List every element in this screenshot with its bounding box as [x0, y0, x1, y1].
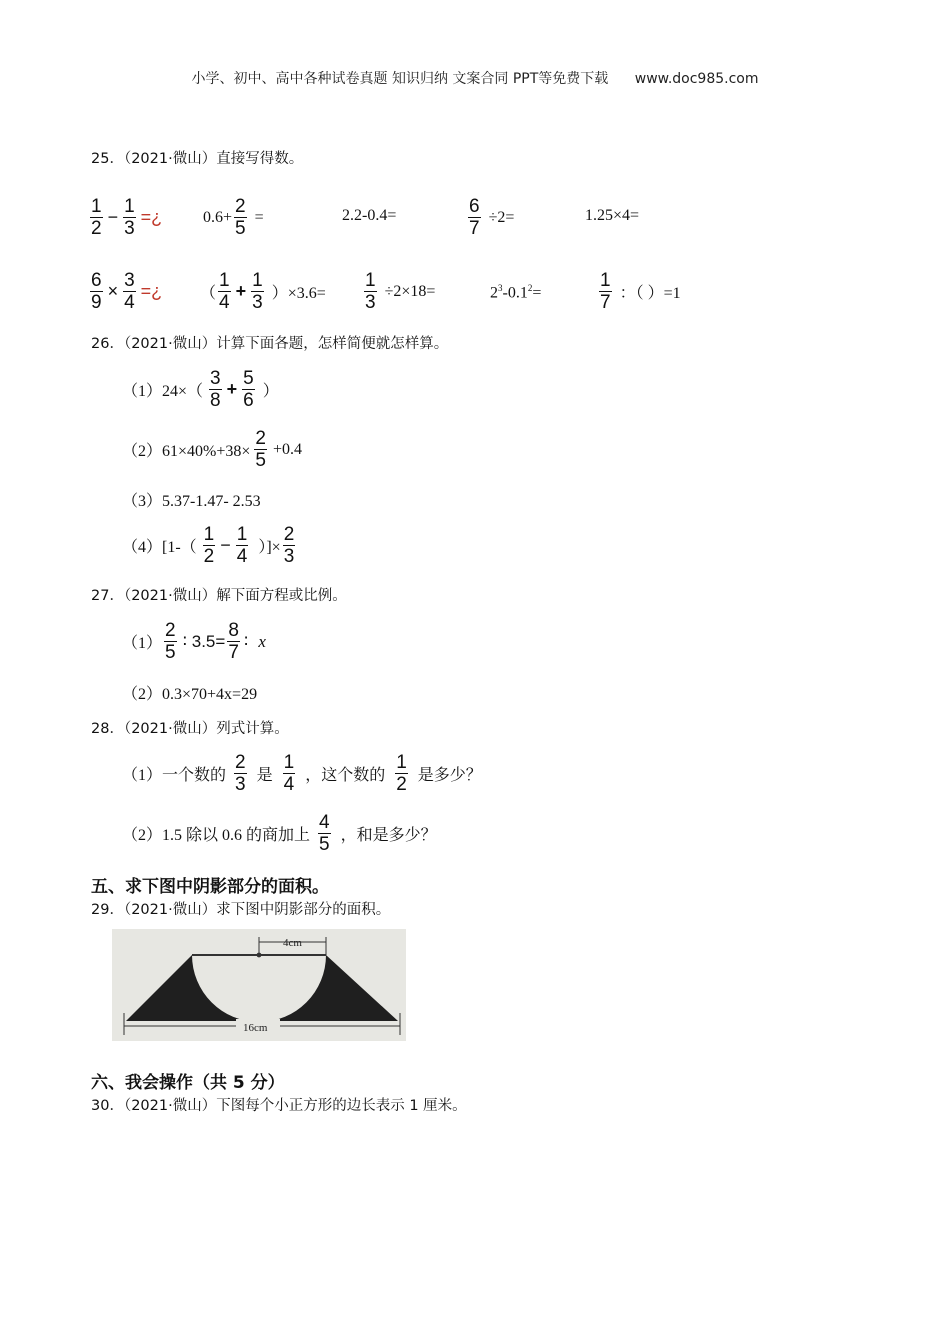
denominator: 5 [235, 218, 246, 239]
q25-item-1 [88, 196, 165, 239]
denominator: 8 [210, 390, 221, 411]
denominator: 4 [124, 292, 135, 313]
fraction [599, 270, 612, 313]
fraction [283, 752, 296, 795]
expression-text: ：（ ）=1 [619, 285, 681, 302]
numerator: 1 [600, 270, 611, 291]
denominator: 3 [365, 292, 376, 313]
bottom-dimension-label: 16cm [243, 1022, 268, 1034]
q25-item-4 [466, 196, 514, 239]
numerator: 2 [255, 428, 266, 449]
denominator: 2 [396, 774, 407, 795]
denominator: 3 [252, 292, 263, 313]
expression-text: 是 [256, 767, 273, 784]
fraction [164, 620, 177, 663]
q25-item-3: 2.2-0.4= [342, 207, 397, 224]
numerator: 1 [396, 752, 407, 773]
denominator: 6 [243, 390, 254, 411]
q26-part-4 [122, 524, 297, 567]
expression-text: ） [262, 383, 279, 400]
numerator: 3 [210, 368, 221, 389]
exponent: 2 [527, 283, 533, 293]
fraction [242, 368, 255, 411]
fraction [318, 812, 331, 855]
q25-item-7 [200, 270, 326, 313]
q25-item-10 [597, 270, 681, 313]
denominator: 4 [219, 292, 230, 313]
equals-sign: = [254, 208, 264, 226]
expression-text: ∶ 3.5= [182, 631, 226, 651]
operator: + [226, 379, 238, 399]
q26-part-2 [122, 428, 302, 471]
fraction [123, 270, 136, 313]
denominator: 3 [283, 546, 295, 567]
fraction [364, 270, 377, 313]
expression-text: ∶ [243, 631, 249, 651]
question-26-label: 26．（2021·微山）计算下面各题，怎样简便就怎样算。 [91, 336, 449, 352]
numerator: 2 [283, 524, 295, 545]
question-28-label: 28．（2021·微山）列式计算。 [91, 721, 289, 737]
fraction [468, 196, 481, 239]
q26-part-3: （3）5.37-1.47- 2.53 [122, 493, 261, 510]
expression-text: ÷2×18= [384, 282, 436, 300]
denominator: 3 [124, 218, 135, 239]
expression-text: （2）61×40%+38× [122, 443, 251, 460]
operator: − [107, 207, 119, 227]
numerator: 3 [124, 270, 135, 291]
denominator: 4 [236, 546, 248, 567]
fraction [234, 752, 247, 795]
base: 2 [490, 284, 498, 302]
q25-item-5: 1.25×4= [585, 207, 640, 224]
section-6-title: 六、我会操作（共 5 分） [91, 1073, 285, 1093]
fraction [227, 620, 240, 663]
denominator: 5 [319, 834, 330, 855]
numerator: 1 [252, 270, 263, 291]
numerator: 1 [203, 524, 215, 545]
q25-item-2 [203, 196, 264, 239]
denominator: 4 [283, 774, 295, 795]
expression-text: （1） [122, 635, 163, 652]
fraction [234, 196, 247, 239]
question-30-label: 30．（2021·微山）下图每个小正方形的边长表示 1 厘米。 [91, 1098, 467, 1114]
denominator: 2 [203, 546, 215, 567]
denominator: 5 [165, 642, 176, 663]
expression-text: +0.4 [272, 440, 303, 458]
equals-sign: = [532, 284, 542, 302]
equals-sign: =¿ [140, 281, 163, 301]
denominator: 3 [235, 774, 246, 795]
numerator: 4 [319, 812, 330, 833]
denominator: 9 [91, 292, 102, 313]
fraction [90, 196, 103, 239]
denominator: 7 [469, 218, 480, 239]
numerator: 2 [235, 196, 246, 217]
page-header [0, 68, 950, 88]
expression-text: （1）24×（ [122, 383, 204, 400]
fraction [218, 270, 231, 313]
top-dimension-label: 4cm [283, 937, 302, 949]
numerator: 6 [91, 270, 102, 291]
numerator: 8 [228, 620, 239, 641]
operator: + [235, 281, 247, 301]
q26-part-1 [122, 368, 279, 411]
numerator: 1 [91, 196, 102, 217]
numerator: 5 [243, 368, 254, 389]
denominator: 7 [600, 292, 611, 313]
numerator: 1 [365, 270, 376, 291]
variable: x [258, 631, 266, 651]
numerator: 2 [165, 620, 176, 641]
numerator: 1 [124, 196, 135, 217]
figure-svg [112, 929, 406, 1041]
denominator: 5 [255, 450, 266, 471]
fraction [90, 270, 103, 313]
header-url: www.doc985.com [634, 71, 759, 87]
expression-text: （2）1.5 除以 0.6 的商加上 [122, 827, 311, 844]
expression-text: ，这个数的 [305, 767, 386, 784]
q25-item-8 [362, 270, 435, 313]
section-5-title: 五、求下图中阴影部分的面积。 [91, 877, 329, 897]
question-29-label: 29．（2021·微山）求下图中阴影部分的面积。 [91, 902, 391, 918]
numerator: 1 [283, 752, 295, 773]
denominator: 7 [228, 642, 239, 663]
fraction [209, 368, 222, 411]
expression-text: （1）一个数的 [122, 767, 227, 784]
expression-text: ÷2= [488, 208, 515, 226]
paren-open: （ [200, 285, 217, 302]
expression-text: 0.6+ [203, 208, 233, 226]
expression-text: ）]× [258, 539, 281, 556]
expression-text: 是多少？ [417, 767, 482, 784]
expression-text: （4）[1-（ [122, 539, 197, 556]
numerator: 1 [236, 524, 248, 545]
fraction [395, 752, 408, 795]
question-25-label: 25．（2021·微山）直接写得数。 [91, 151, 304, 167]
fraction [236, 524, 249, 567]
expression-text: -0.1 [502, 284, 528, 302]
q25-item-9 [490, 283, 541, 302]
expression-text: ，和是多少？ [340, 827, 437, 844]
fraction [251, 270, 264, 313]
q28-part-2 [122, 812, 437, 855]
equals-sign: =¿ [140, 207, 163, 227]
q28-part-1 [122, 752, 482, 795]
fraction [203, 524, 216, 567]
fraction [283, 524, 296, 567]
operator: − [220, 535, 231, 555]
q25-item-6 [88, 270, 165, 313]
operator: × [107, 281, 119, 301]
question-27-label: 27．（2021·微山）解下面方程或比例。 [91, 588, 347, 604]
denominator: 2 [91, 218, 102, 239]
numerator: 1 [219, 270, 230, 291]
fraction [123, 196, 136, 239]
expression-text: ）×3.6= [271, 285, 326, 302]
numerator: 2 [235, 752, 246, 773]
shaded-area-figure [112, 929, 406, 1041]
exponent: 3 [498, 283, 503, 293]
numerator: 6 [469, 196, 480, 217]
header-title: 小学、初中、高中各种试卷真题 知识归纳 文案合同 PPT等免费下载 [191, 71, 609, 87]
q27-part-2: （2）0.3×70+4x=29 [122, 686, 258, 703]
q27-part-1 [122, 620, 266, 663]
fraction [254, 428, 267, 471]
